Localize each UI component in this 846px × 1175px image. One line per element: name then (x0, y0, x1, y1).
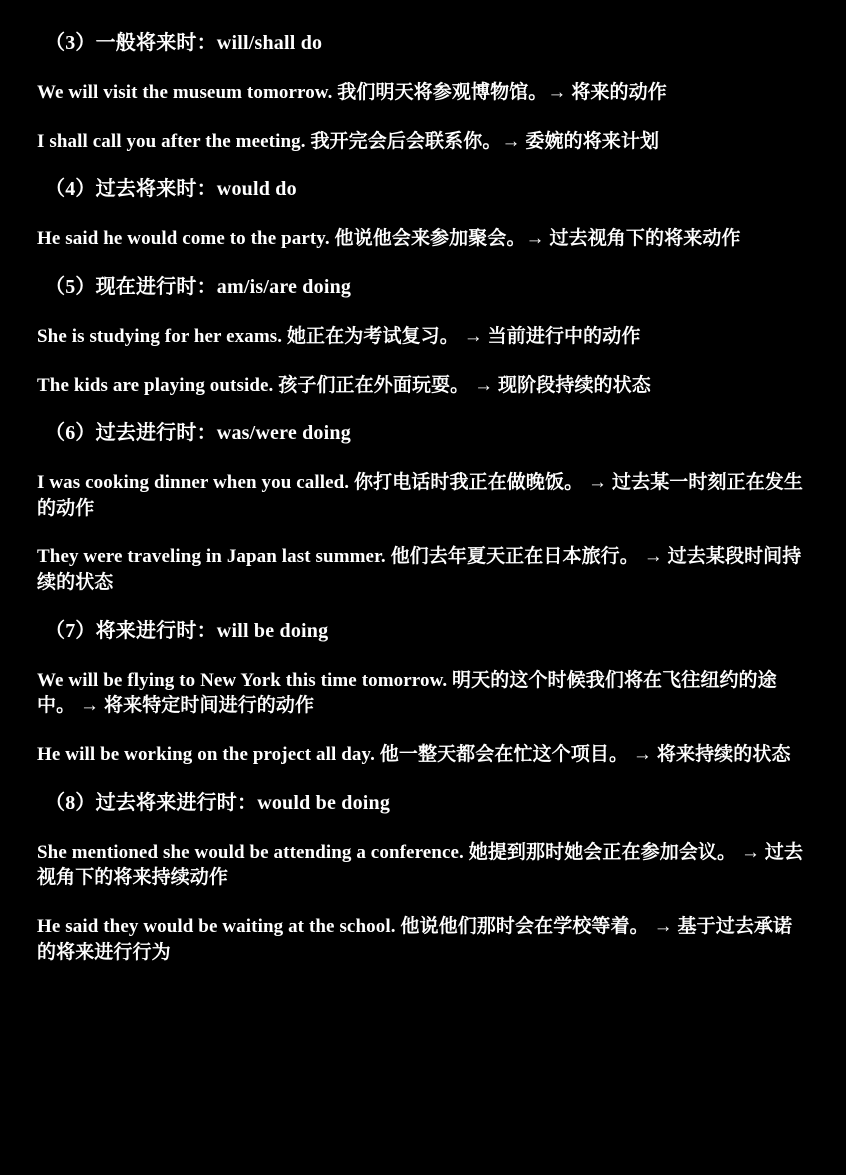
example-sentence: She is studying for her exams. 她正在为考试复习。 → 当前进行中的动作 (37, 325, 641, 347)
example-sentence: I was cooking dinner when you called. 你打电话时我正在做晚饭。 → 过去某一时刻正在发生的动作 (37, 472, 804, 519)
tense-heading: （5）现在进行时：am/is/are doing (45, 275, 352, 298)
tense-heading: （8）过去将来进行时：would be doing (45, 791, 391, 814)
document-content (15, 30, 831, 965)
example-sentence: We will be flying to New York this time tomorrow. 明天的这个时候我们将在飞往纽约的途中。 → 将来特定时间进行的动作 (37, 669, 777, 717)
example-sentence: He said they would be waiting at the school. 他说他们那时会在学校等着。 → 基于过去承诺的将来进行行为 (37, 915, 793, 963)
tense-heading: （7）将来进行时：will be doing (45, 619, 329, 642)
tense-heading: （4）过去将来时：would do (45, 178, 297, 201)
tense-heading: （6）过去进行时：was/were doing (45, 422, 351, 445)
tense-heading: （3）一般将来时：will/shall do (45, 32, 323, 54)
example-sentence: They were traveling in Japan last summer. 他们去年夏天正在日本旅行。 → 过去某段时间持续的状态 (37, 546, 802, 594)
example-sentence: I shall call you after the meeting. 我开完会后会联系你。→ 委婉的将来计划 (37, 130, 660, 152)
example-sentence: He will be working on the project all day. 他一整天都会在忙这个项目。 → 将来持续的状态 (37, 744, 791, 766)
example-sentence: The kids are playing outside. 孩子们正在外面玩耍。 → 现阶段持续的状态 (37, 374, 651, 396)
example-sentence: We will visit the museum tomorrow. 我们明天将参观博物馆。→ 将来的动作 (37, 82, 667, 103)
example-sentence: He said he would come to the party. 他说他会来参加聚会。→ 过去视角下的将来动作 (37, 228, 741, 250)
example-sentence: She mentioned she would be attending a conference. 她提到那时她会正在参加会议。 → 过去视角下的将来持续动作 (37, 841, 804, 889)
